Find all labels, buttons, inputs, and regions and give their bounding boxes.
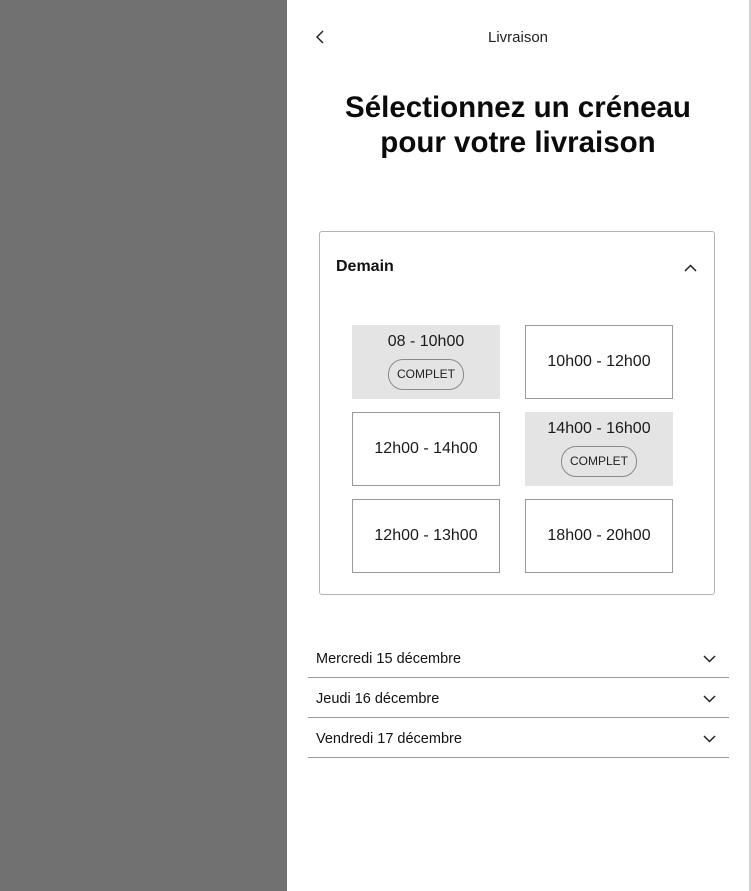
page-title-line-2: pour votre livraison xyxy=(380,126,656,159)
time-slot[interactable] xyxy=(525,325,673,399)
slot-time: 12h00 - 13h00 xyxy=(374,527,478,544)
chevron-up-icon xyxy=(684,264,697,272)
slot-time: 18h00 - 20h00 xyxy=(547,527,651,544)
chevron-down-icon xyxy=(701,653,717,665)
side-overlay xyxy=(0,0,287,891)
day-label: Jeudi 16 décembre xyxy=(316,691,440,707)
page-title-line-1: Sélectionnez un créneau xyxy=(345,91,691,124)
page-title xyxy=(287,90,749,160)
slot-time: 14h00 - 16h00 xyxy=(547,420,651,437)
status-badge: COMPLET xyxy=(561,446,637,477)
slot-time: 08 - 10h00 xyxy=(387,333,465,350)
header-title: Livraison xyxy=(487,29,549,46)
day-card-tomorrow xyxy=(319,231,715,595)
chevron-down-icon xyxy=(701,693,717,705)
slot-time: 10h00 - 12h00 xyxy=(547,353,651,370)
day-card-title: Demain xyxy=(336,258,394,275)
day-accordion-mercredi[interactable] xyxy=(308,637,729,678)
time-slot xyxy=(352,325,500,399)
day-label: Vendredi 17 décembre xyxy=(316,731,462,747)
time-slot[interactable] xyxy=(352,412,500,486)
day-accordion-vendredi[interactable] xyxy=(308,717,729,758)
day-accordion-jeudi[interactable] xyxy=(308,677,729,718)
day-label: Mercredi 15 décembre xyxy=(316,651,462,667)
time-slot xyxy=(525,412,673,486)
time-slot[interactable] xyxy=(525,499,673,573)
time-slot[interactable] xyxy=(352,499,500,573)
slot-time: 12h00 - 14h00 xyxy=(374,440,478,457)
collapse-button[interactable] xyxy=(680,260,700,276)
status-badge: COMPLET xyxy=(388,359,464,390)
chevron-down-icon xyxy=(701,733,717,745)
